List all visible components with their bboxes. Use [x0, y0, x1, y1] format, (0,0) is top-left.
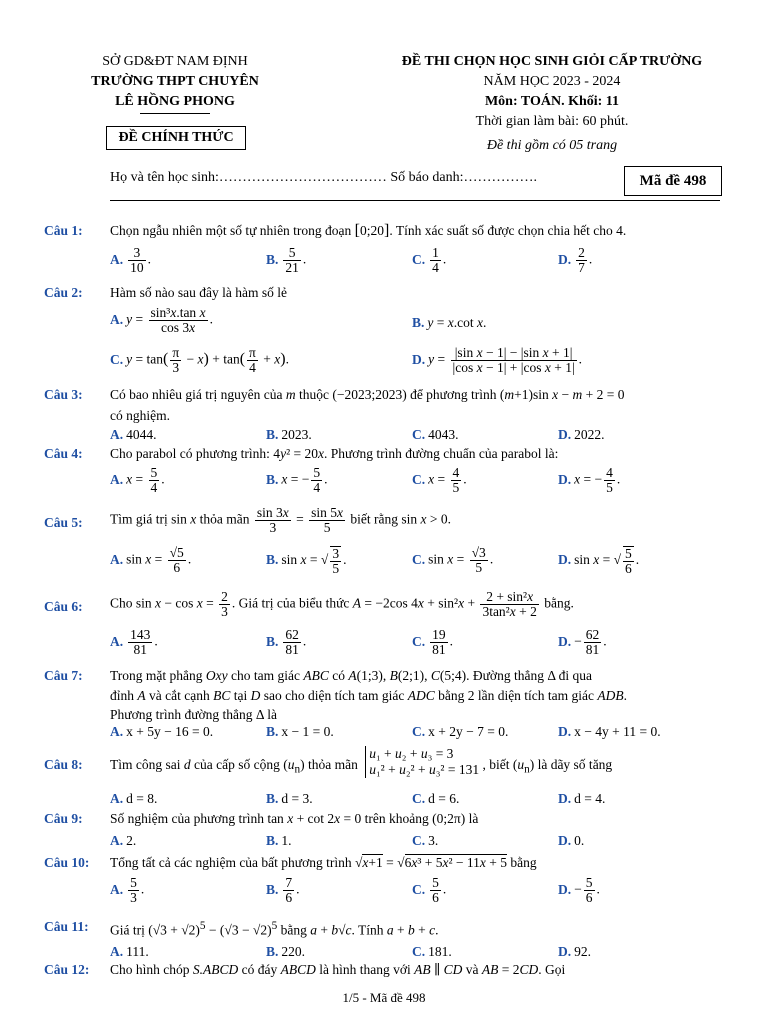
question-1-options [0, 246, 768, 278]
question-text: Cho hình chóp S.ABCD có đáy ABCD là hình thang với AB ∥ CD và AB = 2CD. Gọi [110, 962, 566, 977]
option-a[interactable]: A. $\frac{3}{10}$ . [110, 245, 151, 275]
option-c[interactable]: C. d = 6. [412, 791, 460, 806]
option-d[interactable]: D. − $\frac{62}{81}$ . [558, 627, 607, 657]
page-count: Đề thi gồm có 05 trang [486, 138, 618, 153]
option-b[interactable]: B. 220. [266, 944, 306, 959]
option-d[interactable]: D. sin x = √ $\frac{5}{6}$ . [558, 546, 640, 576]
option-d[interactable]: D. $\frac{2}{7}$ . [558, 245, 593, 275]
question-text: Giá trị $(√3 + √2)^5 - (√3 - √2)^5$ bằng a + b√c. Tính a + b + c. [110, 920, 439, 938]
question-label: Câu 6: [44, 599, 83, 614]
question-label: Câu 8: [44, 757, 83, 772]
option-a[interactable]: A. $\frac{143}{81}$ . [110, 627, 158, 657]
option-c[interactable]: C. $\frac{1}{4}$ . [412, 245, 447, 275]
question-6-options [0, 628, 768, 660]
question-text: Trong mặt phẳng Oxy cho tam giác ABC có A(1;3), B(2;1), C(5;4). Đường thẳng Δ đi qua [110, 668, 592, 683]
question-5 [0, 506, 768, 538]
option-c[interactable]: C. x = $\frac{4}{5}$ . [412, 465, 467, 495]
option-d[interactable]: D. d = 4. [558, 791, 606, 806]
question-label: Câu 3: [44, 387, 83, 402]
question-label: Câu 11: [44, 919, 89, 934]
option-b[interactable]: B. x = − $\frac{5}{4}$ . [266, 465, 328, 495]
question-text: Tìm công sai d của cấp số cộng $(u_n)$ thỏa mãn u₁ + u₂ + u₃ = 3 u₁² + u₂² + u₃² = 131 , biết $(u_n)$ là dãy số tăng [110, 746, 613, 777]
option-a[interactable]: A. sin x = $\frac{√5}{6}$ . [110, 545, 192, 575]
option-a[interactable]: A. 2. [110, 833, 137, 848]
question-text: Có bao nhiêu giá trị nguyên của m thuộc (−2023;2023) để phương trình (m+1)sin x − m + 2 = 0 [110, 387, 625, 402]
question-text: Hàm số nào sau đây là hàm số lẻ [110, 285, 287, 300]
question-10-options [0, 876, 768, 908]
option-c[interactable]: C. 3. [412, 833, 439, 848]
question-text: Tổng tất cả các nghiệm của bất phương trình √x+1 = √6x³ + 5x² − 11x + 5 bằng [110, 855, 537, 870]
option-b[interactable]: B. $\frac{5}{21}$ . [266, 245, 307, 275]
option-c[interactable]: C. sin x = $\frac{√3}{5}$ . [412, 545, 494, 575]
question-text: Tìm giá trị sin x thỏa mãn $\frac{\sin 3x}{3}$ = $\frac{\sin 5x}{5}$ biết rằng sin x > 0. [110, 505, 452, 535]
option-d[interactable]: D. x = − $\frac{4}{5}$ . [558, 465, 621, 495]
question-8 [0, 746, 768, 782]
exam-title: ĐỀ THI CHỌN HỌC SINH GIỎI CẤP TRƯỜNG [401, 54, 703, 69]
school-year: NĂM HỌC 2023 - 2024 [483, 74, 621, 89]
student-info-line: Họ và tên học sinh:……………………………… Số báo danh:……………. [110, 170, 537, 185]
option-a[interactable]: A. y = $\frac{\text{sin³x.tan x}}{\cos 3x}$ . [110, 305, 213, 335]
question-text: Cho sin x − cos x = $\frac{2}{3}$ . Giá trị của biểu thức A = −2cos 4x + sin²x + $\frac{\text{2 + sin²x}}{\text{3tan²x + 2}}$ bằng. [110, 589, 574, 619]
question-label: Câu 1: [44, 223, 83, 238]
option-d[interactable]: D. 0. [558, 833, 585, 848]
option-c[interactable]: C. $\frac{5}{6}$ . [412, 875, 447, 905]
subject-grade: Môn: TOÁN. Khối: 11 [484, 94, 620, 109]
option-d[interactable]: D. 2022. [558, 427, 605, 442]
option-d[interactable]: D. y = $\frac{\text{|sin x − 1| − |sin x + 1|}}{\text{|cos x − 1| + |cos x + 1|}}$ . [412, 345, 583, 375]
time-limit: Thời gian làm bài: 60 phút. [475, 114, 629, 129]
question-text: Cho parabol có phương trình: 4y² = 20x. Phương trình đường chuẩn của parabol là: [110, 446, 559, 461]
question-4-options [0, 466, 768, 498]
option-d[interactable]: D. 92. [558, 944, 591, 959]
option-d[interactable]: D. − $\frac{5}{6}$ . [558, 875, 600, 905]
option-a[interactable]: A. x + 5y − 16 = 0. [110, 724, 214, 739]
option-a[interactable]: A. $\frac{5}{3}$ . [110, 875, 145, 905]
question-label: Câu 2: [44, 285, 83, 300]
question-label: Câu 9: [44, 811, 83, 826]
option-a[interactable]: A. x = $\frac{5}{4}$ . [110, 465, 165, 495]
page-footer: 1/5 - Mã đề 498 [342, 990, 426, 1005]
question-label: Câu 10: [44, 855, 90, 870]
option-c[interactable]: C. $\frac{19}{81}$ . [412, 627, 453, 657]
option-b[interactable]: B. d = 3. [266, 791, 313, 806]
school-department: SỞ GD&ĐT NAM ĐỊNH [102, 54, 248, 69]
question-2-options-row2 [0, 346, 768, 378]
question-label: Câu 12: [44, 962, 90, 977]
option-b[interactable]: B. 1. [266, 833, 292, 848]
option-a[interactable]: A. 4044. [110, 427, 157, 442]
option-b[interactable]: B. $\frac{7}{6}$ . [266, 875, 300, 905]
header-underline [140, 113, 210, 114]
option-b[interactable]: B. y = x.cot x. [412, 315, 487, 330]
option-c[interactable]: C. x + 2y − 7 = 0. [412, 724, 509, 739]
school-name-line2: LÊ HỒNG PHONG [115, 94, 235, 109]
option-c[interactable]: C. 181. [412, 944, 452, 959]
option-b[interactable]: B. x − 1 = 0. [266, 724, 334, 739]
question-6 [0, 590, 768, 622]
option-b[interactable]: B. $\frac{62}{81}$ . [266, 627, 307, 657]
option-c[interactable]: C. 4043. [412, 427, 459, 442]
official-exam-box: ĐỀ CHÍNH THỨC [106, 126, 246, 150]
question-5-options [0, 546, 768, 582]
option-c[interactable]: C. y = tan( $\frac{\pi}{3}$ − x) + tan( $\frac{\pi}{4}$ + x). [110, 345, 289, 375]
exam-code-box: Mã đề 498 [624, 166, 722, 196]
question-label: Câu 5: [44, 515, 83, 530]
question-label: Câu 7: [44, 668, 83, 683]
exam-page: SỞ GD&ĐT NAM ĐỊNH TRƯỜNG THPT CHUYÊN LÊ HỒNG PHONG ĐỀ CHÍNH THỨC ĐỀ THI CHỌN HỌC SINH GIỎI CẤP TRƯỜNG NĂM HỌC 2023 - 2024 Môn: TOÁN. Khối: 11 Thời gian làm bài: 60 phút. Đề thi gồm có 05 trang Họ và tên học sinh:……………………………… Số báo danh:……………. Mã đề 498 Câu 1: Chọn ngẫu nhiên một số tự nhiên trong đoạn [0;20]. Tính xác suất số được chọn chia hết cho 4. A. $\frac{3}{10}$ . B. $\frac{5}{21}$ . C. $\frac{1}{4}$ . D. $\frac{2}{7}$ . Câu 2: Hàm số nào sau đây là hàm số lẻ A. y = $\frac{\text{sin³x.tan x}}{\cos 3x}$ . B. y = x.cot x. C. y = tan( $\frac{\pi}{3}$ − x) + tan( $\frac{\pi}{4}$ + x). D. y = $\frac{\text{|sin x − 1| − |sin x + 1|}}{\text{|cos x − 1| + |cos x + 1|}}$ . Câu 3: Có bao nhiêu giá trị nguyên của m thuộc (−2023;2023) để phương trình (m+1)sin x − m + 2 = 0 có nghiệm. A. 4044. B. 2023. C. 4043. D. 2022. Câu 4: Cho parabol có phương trình: 4y² = 20x. Phương trình đường chuẩn của parabol là: A. x = $\frac{5}{4}$ . B. x = − $\frac{5}{4}$ . C. x = $\frac{4}{5}$ . D. x = − $\frac{4}{5}$ . Câu 5: Tìm giá trị sin x thỏa mãn $\frac{\sin 3x}{3}$ = $\frac{\sin 5x}{5}$ biết rằng sin x > 0. A. sin x = $\frac{√5}{6}$ . B. sin x = √ $\frac{3}{5}$ . C. sin x = $\frac{√3}{5}$ . D. sin x = √ $\frac{5}{6}$ . Câu 6: Cho sin x − cos x = $\frac{2}{3}$ . Giá trị của biểu thức A = −2cos 4x + sin²x + $\frac{\text{2 + sin²x}}{\text{3tan²x + 2}}$ bằng. A. $\frac{143}{81}$ . B. $\frac{62}{81}$ . C. $\frac{19}{81}$ . D. − $\frac{62}{81}$ . Câu 7: Trong mặt phẳng Oxy cho tam giác ABC có A(1;3), B(2;1), C(5;4). Đường thẳng Δ đi qua đỉnh A và cắt cạnh BC tại D sao cho diện tích tam giác ADC bằng 2 lần diện tích tam giác ADB. Phương trình đường thẳng Δ là A. x + 5y − 16 = 0. B. x − 1 = 0. C. x + 2y − 7 = 0. D. x − 4y + 11 = 0. Câu 8: Tìm công sai d của cấp số cộng $(u_n)$ thỏa mãn u₁ + u₂ + u₃ = 3 u₁² + u₂² + u₃² = 131 , biết $(u_n)$ là dãy số tăng A. d = 8. B. d = 3. C. d = 6. D. d = 4. Câu 9: Số nghiệm của phương trình tan x + cot 2x = 0 trên khoảng (0;2π) là A. 2. B. 1. C. 3. D. 0. Câu 10: Tổng tất cả các nghiệm của bất phương trình √x+1 = √6x³ + 5x² − 11x + 5 bằng A. $\frac{5}{3}$ . B. $\frac{7}{6}$ . C. $\frac{5}{6}$ . D. − $\frac{5}{6}$ . Câu 11: Giá trị $(√3 + √2)^5 - (√3 - √2)^5$ bằng a + b√c. Tính a + b + c. A. 111. B. 220. C. 181. D. 92. Câu 12: Cho hình chóp S.ABCD có đáy ABCD là hình thang với AB ∥ CD và AB = 2CD. Gọi 1/5 - Mã đề 498 [0, 0, 768, 1024]
question-text: Chọn ngẫu nhiên một số tự nhiên trong đoạn [0;20]. Tính xác suất số được chọn chia hết cho 4. [110, 222, 627, 239]
school-name-line1: TRƯỜNG THPT CHUYÊN [91, 74, 259, 89]
option-a[interactable]: A. d = 8. [110, 791, 158, 806]
option-a[interactable]: A. 111. [110, 944, 149, 959]
option-b[interactable]: B. sin x = √ $\frac{3}{5}$ . [266, 546, 347, 576]
question-label: Câu 4: [44, 446, 83, 461]
option-b[interactable]: B. 2023. [266, 427, 312, 442]
question-text: Số nghiệm của phương trình tan x + cot 2x = 0 trên khoảng (0;2π) là [110, 811, 479, 826]
option-d[interactable]: D. x − 4y + 11 = 0. [558, 724, 661, 739]
header-divider [110, 200, 720, 201]
question-2-options-row1 [0, 306, 768, 338]
